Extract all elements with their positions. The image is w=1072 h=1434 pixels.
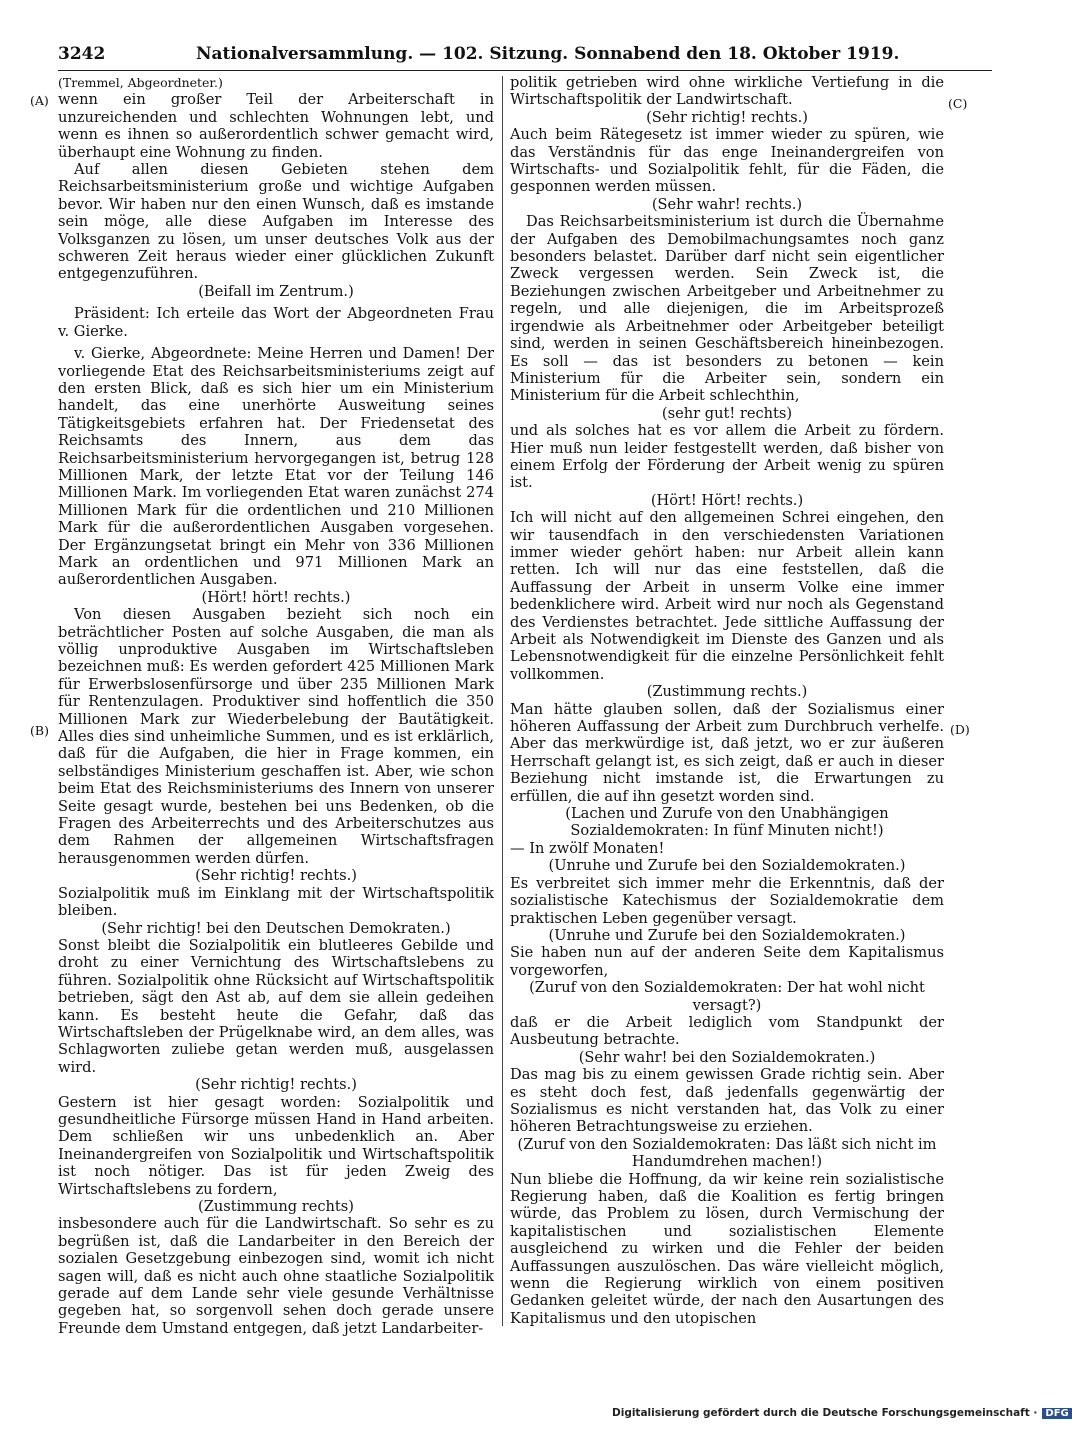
paragraph: (Sehr richtig! rechts.) (646, 108, 808, 126)
right-column (510, 74, 944, 1327)
paragraph: (Zustimmung rechts.) (646, 683, 808, 701)
paragraph: (Unruhe und Zurufe bei den Sozialdemokraten.) (548, 926, 906, 944)
paragraph: Auf allen diesen Gebieten stehen dem Reichsarbeitsministerium große und wichtige Aufgaben bevor. Wir haben nur den einen Wunsch, daß es imstande sein möge, alle diese Aufgaben im Interesse des Volksganzen zu lösen, um unser deutsches Volk aus der schweren Zeit heraus wieder einer glücklichen Zukunft entgegenzuführen. (58, 161, 494, 283)
paragraph: Gestern ist hier gesagt worden: Sozialpolitik und gesundheitliche Fürsorge müssen Hand in Hand arbeiten. Dem schließen wir uns unbedenklich an. Aber Ineinandergreifen von Sozialpolitik und Wirtschaftspolitik ist noch nötiger. Das ist für jeden Zweig des Wirtschaftslebens zu fordern, (58, 1093, 494, 1198)
paragraph: Man hätte glauben sollen, daß der Sozialismus einer höheren Auffassung der Arbeit zum Durchbruch verhelfe. Aber das merkwürdige ist, daß jetzt, wo er zur äußeren Herrschaft gelangt ist, es sich zeigt, daß er auch in dieser Beziehung nicht imstande ist, die Erwartungen zu erfüllen, die auf ihn gesetzt worden sind. (510, 700, 944, 805)
paragraph: Sie haben nun auf der anderen Seite dem Kapitalismus vorgeworfen, (510, 944, 944, 979)
paragraph: (Beifall im Zentrum.) (198, 282, 354, 300)
paragraph: (Tremmel, Abgeordneter.) (58, 75, 223, 90)
paragraph: (Sehr wahr! bei den Sozialdemokraten.) (578, 1048, 876, 1066)
paragraph: (Sehr richtig! bei den Deutschen Demokraten.) (101, 919, 451, 937)
paragraph: Von diesen Ausgaben bezieht sich noch ein beträchtlicher Posten auf solche Ausgaben, die man als völlig unproduktive Ausgaben im Wirtschaftsleben bezeichnen muß: Es werden gefordert 425 Millionen Mark für Erwerbslosenfürsorge und über 235 Millionen Mark für Rentenzulagen. Produktiver sind hoffentlich die 350 Millionen Mark zur Wiederbelebung der Bautätigkeit. Alles dies sind unheimliche Summen, und es ist erklärlich, daß für die Aufgaben, die hier in Frage kommen, ein selbständiges Ministerium geschaffen ist. Aber, wie schon beim Etat des Reichsministeriums des Innern von unserer Seite gesagt wurde, bestehen bei uns Bedenken, ob die Fragen des Arbeiterrechts und des Arbeiterschutzes aus dem Rahmen der allgemeinen Wirtschaftsfragen herausgenommen werden dürfen. (58, 606, 494, 867)
dfg-logo: DFG (1042, 1408, 1071, 1419)
left-column (58, 74, 494, 1337)
paragraph: Nun bliebe die Hoffnung, da wir keine rein sozialistische Regierung haben, daß die Koalition es fertig bringen würde, das Problem zu lösen, durch Vermischung der kapitalistischen und sozialistischen Elemente ausgleichend zu wirken und die Fehler der beiden Auffassungen auszulöschen. Das wäre vielleicht möglich, wenn die Regierung wirklich von einem positiven Gedanken geleitet würde, der nach den Ausartungen des Kapitalismus und den utopischen (510, 1170, 944, 1327)
paragraph: daß er die Arbeit lediglich vom Standpunkt der Ausbeutung betrachte. (510, 1013, 944, 1049)
paragraph: (Unruhe und Zurufe bei den Sozialdemokraten.) (548, 857, 906, 875)
paragraph: wenn ein großer Teil der Arbeiterschaft in unzureichenden und schlechten Wohnungen lebt, und wenn es ihnen so außerordentlich schwer gemacht wird, überhaupt eine Wohnung zu finden. (58, 91, 494, 161)
page-title: Nationalversammlung. — 102. Sitzung. Sonnabend den 18. Oktober 1919. (196, 44, 900, 64)
paragraph: (Lachen und Zurufe von den Unabhängigen Sozialdemokraten: In fünf Minuten nicht!) (565, 805, 889, 840)
paragraph: (Hört! Hört! rechts.) (650, 491, 804, 509)
paragraph: (sehr gut! rechts) (661, 404, 793, 422)
paragraph: Sozialpolitik muß im Einklang mit der Wirtschaftspolitik bleiben. (58, 884, 494, 920)
page-number: 3242 (58, 44, 106, 64)
paragraph: (Zuruf von den Sozialdemokraten: Das läßt sich nicht im Handumdrehen machen!) (517, 1135, 937, 1171)
paragraph: (Hört! hört! rechts.) (201, 588, 351, 606)
margin-mark-c: (C) (948, 96, 968, 111)
margin-mark-b: (B) (30, 723, 49, 738)
paragraph: Präsident: Ich erteile das Wort der Abgeordneten Frau v. Gierke. (58, 305, 494, 340)
paragraph: (Sehr richtig! rechts.) (195, 1076, 357, 1094)
paragraph: Ich will nicht auf den allgemeinen Schrei eingehen, den wir tausendfach in den verschiedensten Variationen immer wieder gehört haben: nur Arbeit allein kann retten. Ich will nur das eine feststellen, daß die Auffassung der Arbeit in unserm Volke eine immer bedenklichere wird. Arbeit wird nur noch als Gegenstand des Verdienstes betrachtet. Jede sittliche Auffassung der Arbeit als Notwendigkeit im Dienste des Ganzen und als Lebensnotwendigkeit für die einzelne Persönlichkeit fehlt vollkommen. (510, 509, 944, 683)
paragraph: Das mag bis zu einem gewissen Grade richtig sein. Aber es steht doch fest, daß jedenfalls gegenwärtig der Sozialismus es nicht verstanden hat, das Volk zu einer höheren Betrachtungsweise zu erziehen. (510, 1066, 944, 1136)
paragraph: (Zustimmung rechts) (198, 1198, 354, 1215)
paragraph: (Sehr wahr! rechts.) (651, 195, 803, 213)
paragraph: — In zwölf Monaten! (510, 839, 665, 857)
paragraph: Es verbreitet sich immer mehr die Erkenntnis, daß der sozialistische Katechismus der Sozialdemokratie dem praktischen Leben gegenüber versagt. (510, 874, 944, 927)
paragraph: und als solches hat es vor allem die Arbeit zu fördern. Hier muß nun leider festgestellt werden, daß bisher von einem Erfolg der Förderung der Arbeit wenig zu spüren ist. (510, 422, 944, 492)
paragraph: Auch beim Rätegesetz ist immer wieder zu spüren, wie das Verständnis für das enge Ineinandergreifen von Wirtschafts- und Sozialpolitik fehlt, für die Fäden, die gesponnen werden müssen. (510, 126, 944, 196)
header-rule (58, 70, 992, 71)
margin-mark-d: (D) (950, 722, 970, 737)
paragraph: Das Reichsarbeitsministerium ist durch die Übernahme der Aufgaben des Demobilmachungsamtes noch ganz besonders belastet. Darüber darf nicht sein eigentlicher Zweck vergessen werden. Sein Zweck ist, die Beziehungen zwischen Arbeitgeber und Arbeitnehmer zu regeln, und alle diejenigen, die im Arbeitsprozeß irgendwie als Arbeitnehmer oder Arbeitgeber beteiligt sind, werden in seinen Geschäftsbereich hineinbezogen. Es soll — das ist besonders zu betonen — kein Ministerium für die Arbeiter sein, sondern ein Ministerium für die Arbeit schlechthin, (510, 213, 944, 405)
paragraph: politik getrieben wird ohne wirkliche Vertiefung in die Wirtschaftspolitik der Landwirtschaft. (510, 74, 944, 109)
paragraph: insbesondere auch für die Landwirtschaft. So sehr es zu begrüßen ist, daß die Landarbeiter in den Bereich der sozialen Gesetzgebung einbezogen sind, womit ich nicht sagen will, daß es nicht auch ohne staatliche Sozialpolitik gerade auf dem Lande sehr viele gesunde Verhältnisse gegeben hat, so sorgenvoll sehen doch gerade unsere Freunde dem Umstand entgegen, daß jetzt Landarbeiter- (58, 1215, 494, 1337)
column-divider (502, 76, 503, 1326)
footer-credit (612, 1407, 1072, 1419)
margin-mark-a: (A) (30, 93, 49, 108)
paragraph: (Zuruf von den Sozialdemokraten: Der hat wohl nicht versagt?) (529, 979, 925, 1014)
paragraph: v. Gierke, Abgeordnete: Meine Herren und Damen! Der vorliegende Etat des Reichsarbeitsministeriums zeigt auf den ersten Blick, daß es sich hier um ein Ministerium handelt, das eine unerhörte Ausweitung seines Tätigkeitsgebiets erfahren hat. Der Friedensetat des Reichsamts des Innern, aus dem das Reichsarbeitsministerium hervorgegangen ist, betrug 128 Millionen Mark, der letzte Etat vor der Teilung 146 Millionen Mark. Im vorliegenden Etat waren zunächst 274 Millionen Mark für die ordentlichen und 210 Millionen Mark für die außerordentlichen Ausgaben vorgesehen. Der Ergänzungsetat bringt ein Mehr von 336 Millionen Mark an ordentlichen und 971 Millionen Mark an außerordentlichen Ausgaben. (58, 345, 494, 589)
paragraph: Sonst bleibt die Sozialpolitik ein blutleeres Gebilde und droht zu einer Vernichtung des Wirtschaftslebens zu führen. Sozialpolitik ohne Rücksicht auf Wirtschaftspolitik betrieben, sägt den Ast ab, auf dem sie allein gedeihen kann. Es besteht heute die Gefahr, daß das Wirtschaftsleben der Prügelknabe wird, an dem alles, was Schlagworten zuliebe getan werden muß, ausgelassen wird. (58, 936, 494, 1076)
footer-text: Digitalisierung gefördert durch die Deutsche Forschungsgemeinschaft · (612, 1407, 1038, 1419)
paragraph: (Sehr richtig! rechts.) (195, 867, 357, 885)
